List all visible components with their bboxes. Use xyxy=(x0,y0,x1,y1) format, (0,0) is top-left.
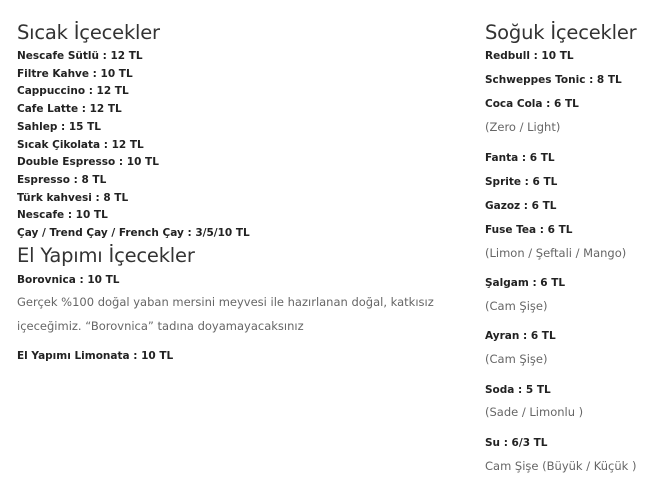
menu-item: Cafe Latte : 12 TL xyxy=(17,103,122,115)
menu-item: Şalgam : 6 TL xyxy=(485,277,566,289)
menu-item: Soda : 5 TL xyxy=(485,384,551,396)
menu-item: Ayran : 6 TL xyxy=(485,330,556,342)
item-description: Gerçek %100 doğal yaban mersini meyvesi ile hazırlanan doğal, katkısız xyxy=(17,295,434,309)
menu-item: Sahlep : 15 TL xyxy=(17,121,101,133)
item-note: (Sade / Limonlu ) xyxy=(485,405,584,419)
menu-item: El Yapımı Limonata : 10 TL xyxy=(17,350,174,362)
menu-item: Filtre Kahve : 10 TL xyxy=(17,68,133,80)
cold-drinks-title: Soğuk İçecekler xyxy=(485,21,637,44)
menu-item: Schweppes Tonic : 8 TL xyxy=(485,74,622,86)
menu-item: Sıcak Çikolata : 12 TL xyxy=(17,139,144,151)
item-note: Cam Şişe (Büyük / Küçük ) xyxy=(485,459,637,473)
menu-item: Coca Cola : 6 TL xyxy=(485,98,579,110)
homemade-drinks-title: El Yapımı İçecekler xyxy=(17,244,195,267)
menu-item: Çay / Trend Çay / French Çay : 3/5/10 TL xyxy=(17,227,250,239)
menu-item: Türk kahvesi : 8 TL xyxy=(17,192,129,204)
menu-item: Cappuccino : 12 TL xyxy=(17,85,129,97)
menu-item: Sprite : 6 TL xyxy=(485,176,558,188)
menu-item: Fanta : 6 TL xyxy=(485,152,555,164)
menu-item: Borovnica : 10 TL xyxy=(17,274,120,286)
item-note: (Limon / Şeftali / Mango) xyxy=(485,246,627,260)
item-description: içeceğimiz. “Borovnica” tadına doyamayacaksınız xyxy=(17,319,304,333)
menu-item: Redbull : 10 TL xyxy=(485,50,574,62)
menu-item: Gazoz : 6 TL xyxy=(485,200,557,212)
menu-item: Su : 6/3 TL xyxy=(485,437,548,449)
menu-item: Fuse Tea : 6 TL xyxy=(485,224,573,236)
menu-item: Double Espresso : 10 TL xyxy=(17,156,159,168)
menu-item: Nescafe : 10 TL xyxy=(17,209,108,221)
menu-item: Nescafe Sütlü : 12 TL xyxy=(17,50,143,62)
item-note: (Zero / Light) xyxy=(485,120,561,134)
item-note: (Cam Şişe) xyxy=(485,352,548,366)
item-note: (Cam Şişe) xyxy=(485,299,548,313)
menu-item: Espresso : 8 TL xyxy=(17,174,107,186)
hot-drinks-title: Sıcak İçecekler xyxy=(17,21,160,44)
